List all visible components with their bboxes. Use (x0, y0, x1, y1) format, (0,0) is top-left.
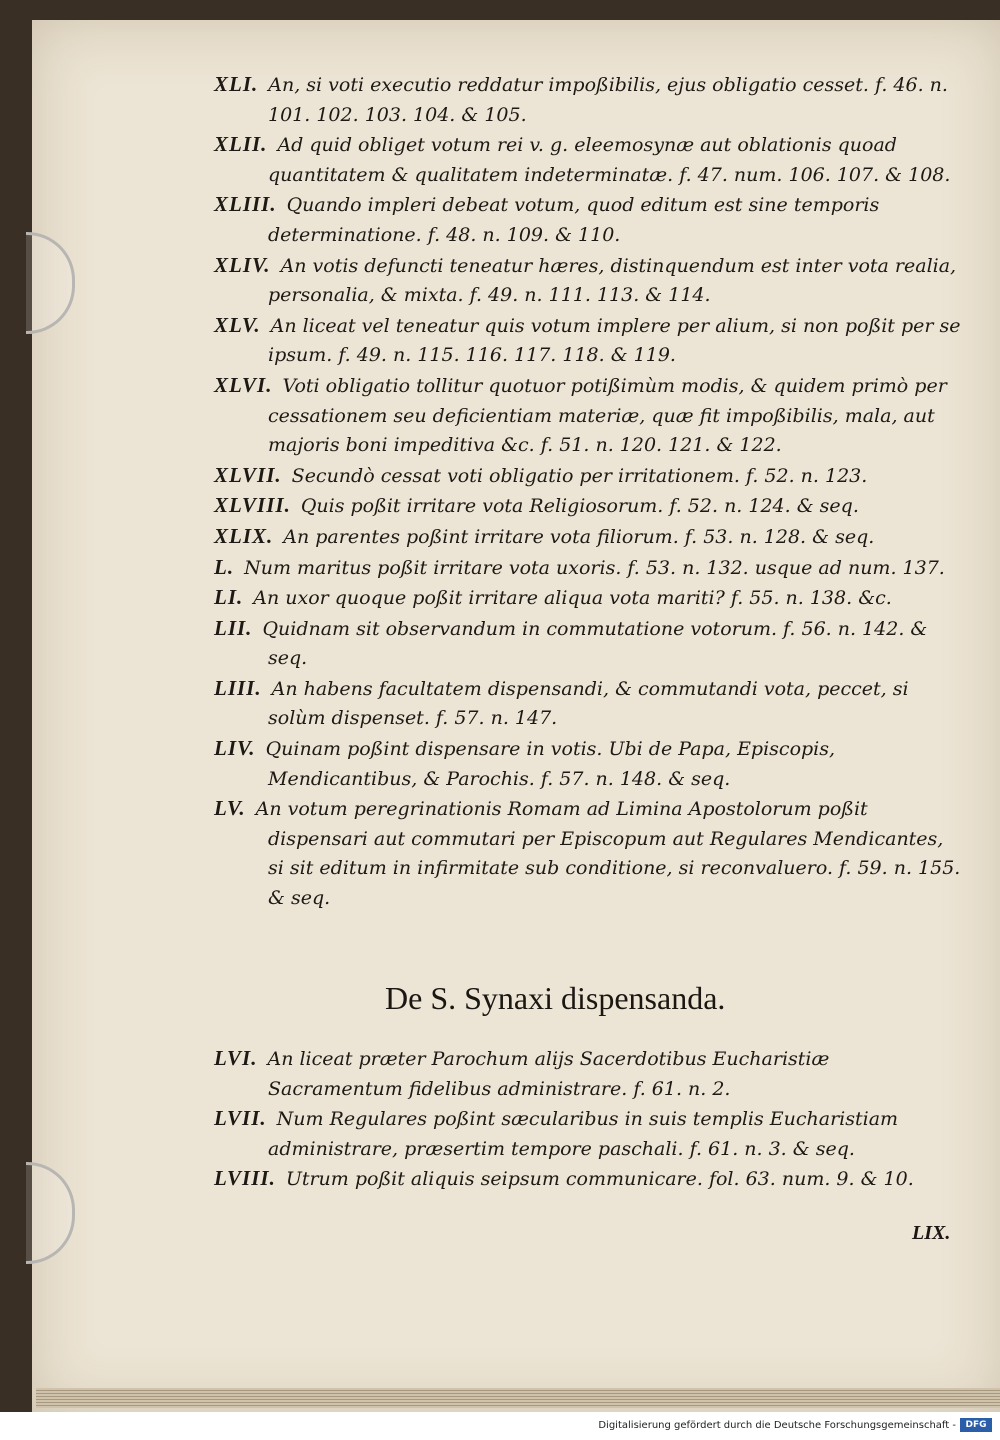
section-heading: De S. Synaxi dispensanda. (385, 980, 726, 1016)
index-entry (214, 794, 964, 913)
entry-number: XLII. (214, 132, 268, 157)
entry-text: Secundò cessat voti obligatio per irritationem. f. 52. n. 123. (291, 464, 868, 487)
section-index-list (214, 1044, 964, 1195)
entry-number: LVI. (214, 1046, 258, 1070)
index-entry (214, 311, 964, 371)
dfg-logo: DFG (960, 1418, 992, 1432)
index-entry (214, 130, 964, 190)
entry-text: Num maritus poßit irritare vota uxoris. f. 53. n. 132. usque ad num. 137. (244, 556, 945, 579)
entry-text: An uxor quoque poßit irritare aliqua vota mariti? f. 55. n. 138. &c. (253, 587, 892, 610)
entry-text: Utrum poßit aliquis seipsum communicare. fol. 63. num. 9. & 10. (285, 1168, 914, 1191)
index-entry (214, 734, 964, 794)
entry-number: XLV. (214, 312, 261, 337)
entry-number: LVII. (214, 1106, 267, 1131)
index-entry (214, 461, 964, 492)
entry-text: An, si voti executio reddatur impoßibilis, ejus obligatio cesset. f. 46. n. 101. 102. 103. 104. & 105. (268, 74, 948, 126)
catchword: LIX. (912, 1222, 951, 1244)
entry-text: Quinam poßint dispensare in votis. Ubi de Papa, Episcopis, Mendicantibus, & Parochis. f. 57. n. 148. & seq. (265, 738, 836, 790)
index-entry (214, 674, 964, 734)
entry-number: XLVIII. (214, 493, 291, 518)
entry-text: Quis poßit irritare vota Religiosorum. f. 52. n. 124. & seq. (300, 495, 859, 518)
entry-number: LIV. (214, 736, 256, 761)
index-entry (214, 583, 964, 614)
entry-number: XLIII. (214, 192, 277, 217)
entry-number: XLIV. (214, 252, 271, 277)
entry-text: Num Regulares poßint sæcularibus in suis templis Eucharistiam administrare, præsertim tempore paschali. f. 61. n. 3. & seq. (268, 1108, 899, 1160)
entry-text: An habens facultatem dispensandi, & commutandi vota, peccet, si solùm dispenset. f. 57. n. 147. (268, 677, 909, 730)
entry-text: Voti obligatio tollitur quotuor potißimùm modis, & quidem primò per cessationem seu deficientiam materiæ, quæ fit impoßibilis, mala, aut majoris boni impeditiva &c. f. 51. n. 120. 121. & 122. (268, 374, 947, 457)
index-entry (214, 1104, 964, 1164)
index-entry (214, 251, 964, 311)
footer-credit: Digitalisierung gefördert durch die Deutsche Forschungsgemeinschaft - (598, 1420, 956, 1431)
entry-text: An liceat præter Parochum alijs Sacerdotibus Eucharistiæ Sacramentum fidelibus administrare. f. 61. n. 2. (267, 1048, 830, 1100)
entry-text: An liceat vel teneatur quis votum implere per alium, si non poßit per se ipsum. f. 49. n. 115. 116. 117. 118. & 119. (268, 314, 961, 367)
index-entry (214, 1164, 964, 1195)
index-entry (214, 614, 964, 674)
index-list (214, 70, 964, 914)
index-entry (214, 491, 964, 522)
index-entry (214, 1044, 964, 1104)
entry-text: An parentes poßint irritare vota filiorum. f. 53. n. 128. & seq. (283, 525, 875, 548)
index-entry (214, 190, 964, 250)
entry-number: LVIII. (214, 1166, 276, 1191)
entry-number: LV. (214, 796, 246, 821)
entry-number: XLVI. (214, 372, 273, 397)
entry-text: Quando impleri debeat votum, quod editum est sine temporis determinatione. f. 48. n. 109. & 110. (268, 194, 880, 246)
entry-number: LI. (214, 585, 244, 610)
page-edge (36, 1388, 1000, 1408)
index-entry (214, 522, 964, 553)
entry-number: XLI. (214, 72, 259, 96)
entry-number: XLVII. (214, 462, 282, 487)
index-entry (214, 70, 964, 130)
entry-number: LIII. (214, 675, 262, 700)
entry-text: Quidnam sit observandum in commutatione votorum. f. 56. n. 142. & seq. (262, 617, 928, 670)
entry-text: An votum peregrinationis Romam ad Limina Apostolorum poßit dispensari aut commutari per Episcopum aut Regulares Mendicantes, si sit editum in infirmitate sub conditione, si reconvaluero. f. 59. n. 155. & seq. (255, 798, 961, 910)
entry-text: Ad quid obliget votum rei v. g. eleemosynæ aut oblationis quoad quantitatem & qualitatem indeterminatæ. f. 47. num. 106. 107. & 108. (268, 134, 951, 186)
entry-text: An votis defuncti teneatur hæres, distinquendum est inter vota realia, personalia, & mixta. f. 49. n. 111. 113. & 114. (268, 254, 957, 307)
entry-number: XLIX. (214, 523, 274, 548)
index-entry (214, 371, 964, 461)
index-entry (214, 553, 964, 584)
entry-number: LII. (214, 615, 253, 640)
entry-number: L. (214, 554, 235, 579)
